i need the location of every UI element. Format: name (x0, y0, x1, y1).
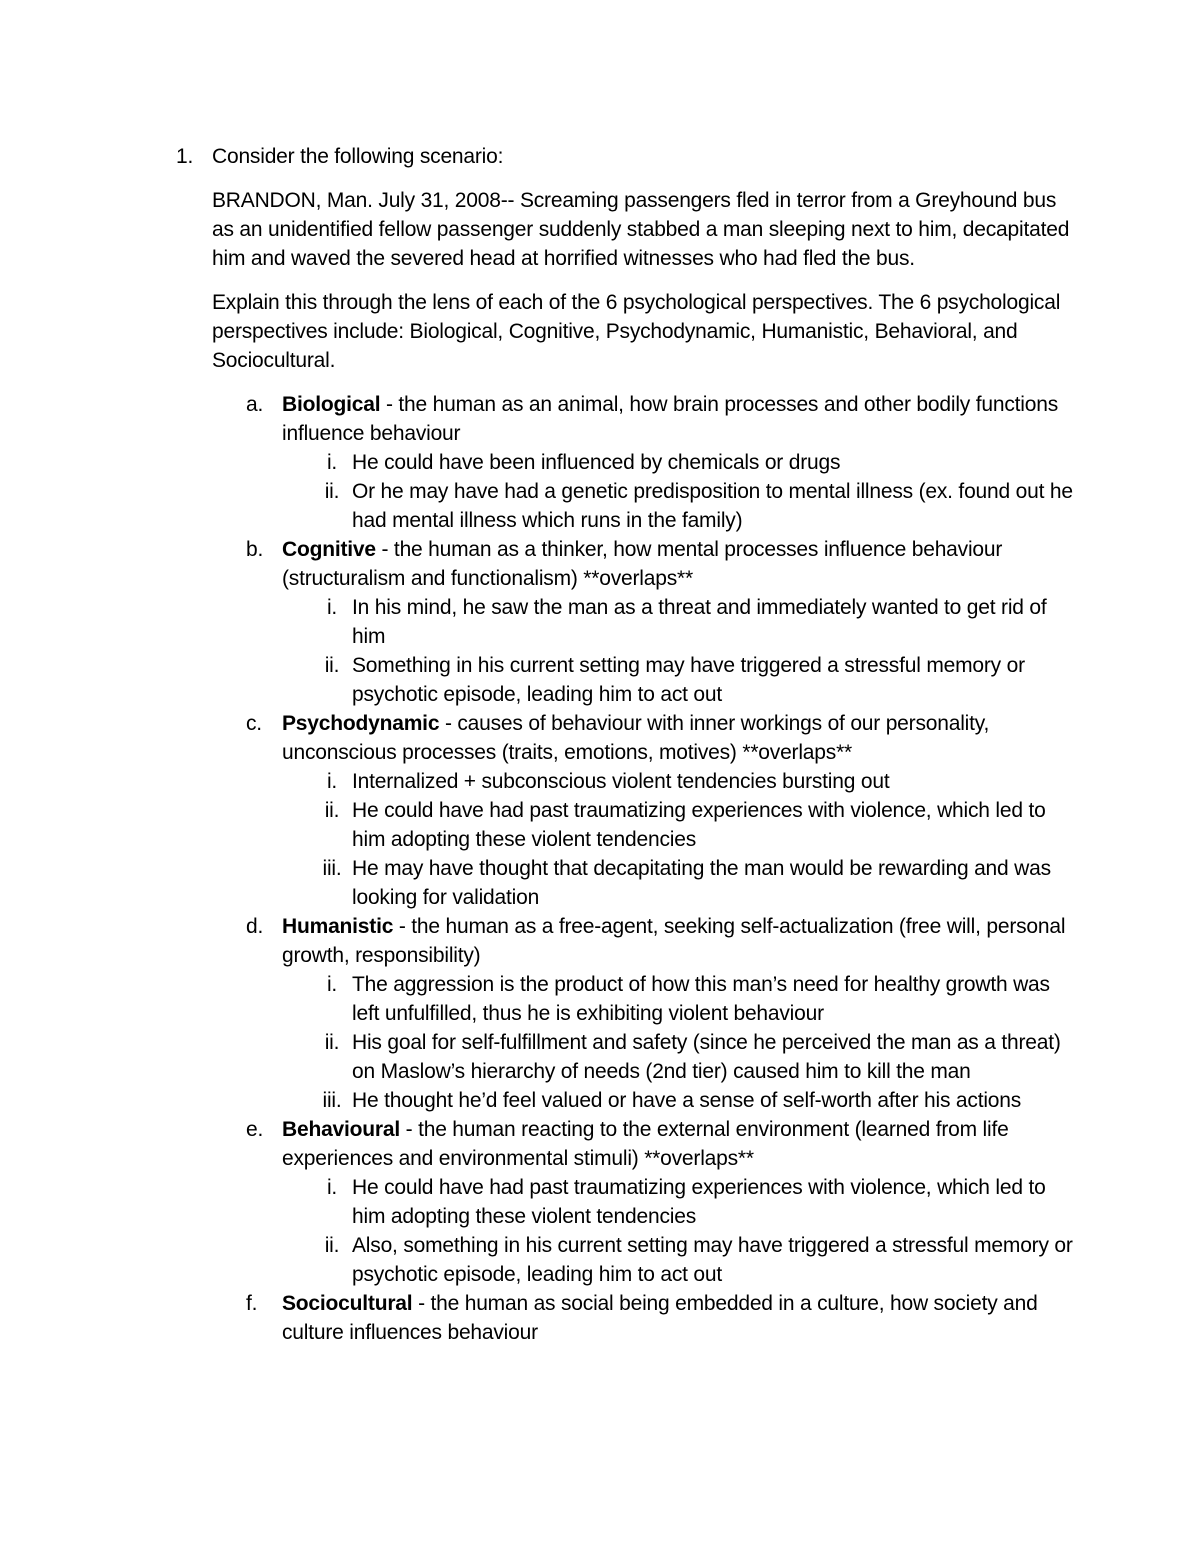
point-marker-cell (282, 651, 352, 709)
point-marker-cell (282, 1231, 352, 1289)
perspective-text (282, 390, 1076, 448)
perspective-description: - causes of behaviour with inner workings of our personality, unconscious processes (traits, emotions, motives) **overlaps** (282, 712, 995, 764)
point-marker-cell (282, 854, 352, 912)
perspective-term: Sociocultural (282, 1292, 413, 1315)
point-text: Also, something in his current setting may have triggered a stressful memory or psychotic episode, leading him to act out (352, 1234, 1073, 1286)
point-marker: i. (326, 770, 338, 793)
perspective-marker: e. (246, 1118, 264, 1141)
perspective-point (282, 593, 1076, 651)
point-text: He may have thought that decapitating the man would be rewarding and was looking for validation (352, 857, 1051, 909)
point-marker: ii. (324, 480, 340, 503)
perspective-description: - the human reacting to the external environment (learned from life experiences and environmental stimuli) **overlaps** (282, 1118, 1015, 1170)
point-text: He thought he’d feel valued or have a sense of self-worth after his actions (352, 1089, 1022, 1112)
perspective-list (176, 390, 1076, 1347)
perspective-text (282, 912, 1076, 970)
perspective-text (282, 709, 1076, 767)
perspective-term: Humanistic (282, 915, 394, 938)
perspective-point (282, 651, 1076, 709)
question-number: 1. (176, 145, 194, 168)
perspective-item (246, 1115, 1076, 1173)
point-text: His goal for self-fulfillment and safety (since he perceived the man as a threat) on Maslow’s hierarchy of needs (2nd tier) caused him to kill the man (352, 1031, 1061, 1083)
perspective-term: Psychodynamic (282, 712, 440, 735)
perspective-description: - the human as a thinker, how mental processes influence behaviour (structuralism and functionalism) **overlaps** (282, 538, 1008, 590)
perspective-item (246, 709, 1076, 767)
perspective-marker: b. (246, 538, 264, 561)
point-marker-cell (282, 1028, 352, 1086)
point-marker-cell (282, 796, 352, 854)
point-marker-cell (282, 477, 352, 535)
perspective-term: Biological (282, 393, 381, 416)
perspective-text (282, 535, 1076, 593)
perspective-marker: d. (246, 915, 264, 938)
instructions-paragraph: Explain this through the lens of each of the 6 psychological perspectives. The 6 psychological perspectives include: Biological, Cognitive, Psychodynamic, Humanistic, Behavioral, and Sociocultural. (212, 291, 1061, 372)
perspective-description: - the human as social being embedded in a culture, how society and culture influences behaviour (282, 1292, 1044, 1344)
point-marker-cell (282, 970, 352, 1028)
question-prompt: Consider the following scenario: (212, 145, 504, 168)
perspective-text (282, 1289, 1076, 1347)
point-marker: ii. (324, 1031, 340, 1054)
perspective-point (282, 477, 1076, 535)
point-marker: i. (326, 973, 338, 996)
point-marker: iii. (322, 1089, 342, 1112)
perspective-description: - the human as a free-agent, seeking self-actualization (free will, personal growth, responsibility) (282, 915, 1071, 967)
perspective-point (282, 1086, 1076, 1115)
perspective-description: - the human as an animal, how brain processes and other bodily functions influence behaviour (282, 393, 1064, 445)
point-marker-cell (282, 448, 352, 477)
perspective-point (282, 796, 1076, 854)
perspective-marker: a. (246, 393, 264, 416)
point-marker-cell (282, 767, 352, 796)
document-content (176, 142, 1076, 1347)
question-heading (176, 142, 1076, 171)
point-text: He could have been influenced by chemicals or drugs (352, 451, 841, 474)
perspective-point (282, 1173, 1076, 1231)
point-marker-cell (282, 1173, 352, 1231)
perspective-text (282, 1115, 1076, 1173)
perspective-marker: f. (246, 1292, 258, 1315)
perspective-point (282, 448, 1076, 477)
point-marker-cell (282, 1086, 352, 1115)
perspective-marker: c. (246, 712, 262, 735)
point-marker: i. (326, 451, 338, 474)
perspective-item (246, 912, 1076, 970)
point-marker: ii. (324, 799, 340, 822)
perspective-point (282, 1231, 1076, 1289)
question-body (212, 186, 1076, 375)
perspective-point (282, 854, 1076, 912)
point-text: In his mind, he saw the man as a threat and immediately wanted to get rid of him (352, 596, 1047, 648)
perspective-point (282, 1028, 1076, 1086)
perspective-item (246, 390, 1076, 448)
point-text: Something in his current setting may have triggered a stressful memory or psychotic episode, leading him to act out (352, 654, 1025, 706)
point-marker: i. (326, 596, 338, 619)
perspective-term: Cognitive (282, 538, 376, 561)
point-marker: i. (326, 1176, 338, 1199)
perspective-item (246, 1289, 1076, 1347)
point-marker-cell (282, 593, 352, 651)
perspective-point (282, 767, 1076, 796)
point-text: The aggression is the product of how this man’s need for healthy growth was left unfulfilled, thus he is exhibiting violent behaviour (352, 973, 1050, 1025)
perspective-point (282, 970, 1076, 1028)
scenario-paragraph: BRANDON, Man. July 31, 2008-- Screaming passengers fled in terror from a Greyhound bus as an unidentified fellow passenger suddenly stabbed a man sleeping next to him, decapitated him and waved the severed head at horrified witnesses who had fled the bus. (212, 189, 1070, 270)
point-text: Internalized + subconscious violent tendencies bursting out (352, 770, 890, 793)
perspective-item (246, 535, 1076, 593)
point-text: Or he may have had a genetic predisposition to mental illness (ex. found out he had mental illness which runs in the family) (352, 480, 1073, 532)
perspective-term: Behavioural (282, 1118, 401, 1141)
point-marker: ii. (324, 1234, 340, 1257)
point-marker: iii. (322, 857, 342, 880)
point-text: He could have had past traumatizing experiences with violence, which led to him adopting these violent tendencies (352, 799, 1046, 851)
point-marker: ii. (324, 654, 340, 677)
point-text: He could have had past traumatizing experiences with violence, which led to him adopting these violent tendencies (352, 1176, 1046, 1228)
